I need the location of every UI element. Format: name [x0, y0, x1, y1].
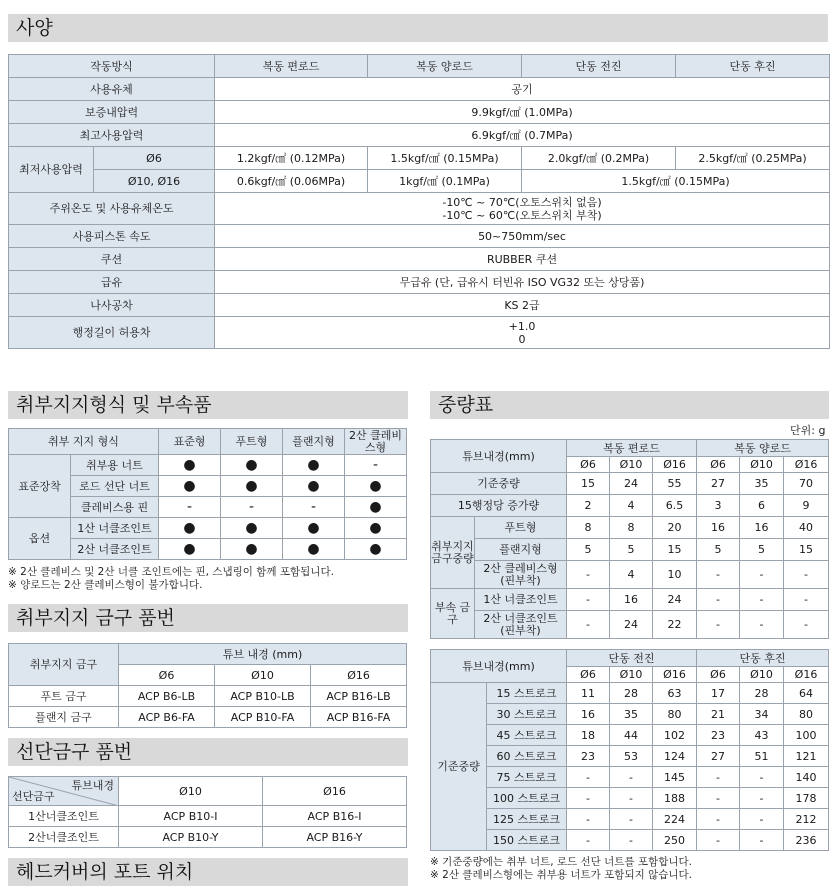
- weight2-header-label: 튜브내경(mm): [431, 650, 567, 683]
- weight2-value: 124: [653, 746, 697, 767]
- bracket-part-number: ACP B16-FA: [311, 707, 407, 728]
- spec-proof-label: 보증내압력: [9, 101, 215, 124]
- weight1-value: 16: [610, 589, 653, 611]
- weight2-value: 236: [784, 830, 829, 851]
- weight2-value: -: [740, 767, 784, 788]
- weight-table-double: [430, 439, 829, 639]
- weight2-size: Ø6: [567, 667, 610, 683]
- bracket-header-label: 취부지지 금구: [9, 644, 119, 686]
- bracket-row-name: 플랜지 금구: [9, 707, 119, 728]
- weight1-value: 5: [567, 539, 610, 561]
- weight1-row-name: 푸트형: [475, 517, 567, 539]
- weight1-value: 24: [610, 611, 653, 639]
- weight2-group: 단동 전진: [567, 650, 697, 667]
- weight1-value: -: [697, 611, 740, 639]
- spec-fluid-label: 사용유체: [9, 78, 215, 101]
- spec-thread-value: KS 2급: [215, 294, 830, 317]
- weight2-row-name: 100 스트로크: [487, 788, 567, 809]
- weight2-row-name: 60 스트로크: [487, 746, 567, 767]
- weight-table-single: [430, 649, 829, 851]
- weight1-value: 70: [784, 473, 829, 495]
- bracket-part-number: ACP B6-FA: [119, 707, 215, 728]
- weight1-row-name: 1산 너클조인트: [475, 589, 567, 611]
- weight1-value: 9: [784, 495, 829, 517]
- mount-item-name: 로드 선단 너트: [71, 476, 159, 497]
- spec-thread-label: 나사공차: [9, 294, 215, 317]
- weight1-value: 15: [784, 539, 829, 561]
- weight2-value: 64: [784, 683, 829, 704]
- weight2-value: 63: [653, 683, 697, 704]
- weight-section-title: 중량표: [430, 391, 829, 419]
- weight2-size: Ø10: [610, 667, 653, 683]
- mount-header-standard: 표준형: [159, 429, 221, 455]
- tip-row-name: 1산너클조인트: [9, 806, 119, 827]
- spec-stroke-label: 행정길이 허용차: [9, 317, 215, 349]
- weight2-value: 43: [740, 725, 784, 746]
- weight1-value: 8: [567, 517, 610, 539]
- weight2-row-name: 75 스트로크: [487, 767, 567, 788]
- bracket-part-number: ACP B16-LB: [311, 686, 407, 707]
- bracket-section-title: 취부지지 금구 품번: [8, 604, 408, 632]
- weight1-value: 35: [740, 473, 784, 495]
- weight2-group: 단동 후진: [697, 650, 829, 667]
- weight1-value: 15: [653, 539, 697, 561]
- spec-fluid-value: 공기: [215, 78, 830, 101]
- spec-section-title: 사양: [8, 14, 828, 42]
- weight2-value: 23: [697, 725, 740, 746]
- weight2-value: -: [697, 767, 740, 788]
- weight2-value: 80: [784, 704, 829, 725]
- weight2-row-name: 150 스트로크: [487, 830, 567, 851]
- spec-min-value: 2.5kgf/㎠ (0.25MPa): [676, 147, 830, 170]
- mount-mark: -: [159, 497, 221, 518]
- spec-min-sub-10-16: Ø10, Ø16: [94, 170, 215, 193]
- spec-speed-value: 50~750mm/sec: [215, 225, 830, 248]
- spec-header-double-double: 복동 양로드: [368, 55, 522, 78]
- weight2-value: -: [567, 788, 610, 809]
- weight1-value: 15: [567, 473, 610, 495]
- weight2-value: -: [610, 788, 653, 809]
- weight1-acc-group: 부속 금구: [431, 589, 475, 639]
- weight1-value: 20: [653, 517, 697, 539]
- weight2-size: Ø16: [784, 667, 829, 683]
- spec-min-value: 1kgf/㎠ (0.1MPa): [368, 170, 522, 193]
- weight1-value: -: [784, 589, 829, 611]
- weight2-value: 178: [784, 788, 829, 809]
- weight2-group-label: 기준중량: [431, 683, 487, 851]
- weight2-value: 35: [610, 704, 653, 725]
- weight1-size: Ø10: [610, 457, 653, 473]
- spec-speed-label: 사용피스톤 속도: [9, 225, 215, 248]
- mount-mark: ●: [159, 518, 221, 539]
- weight1-size: Ø6: [567, 457, 610, 473]
- weight1-value: 4: [610, 495, 653, 517]
- weight1-value: -: [567, 561, 610, 589]
- weight2-value: 34: [740, 704, 784, 725]
- spec-header-single-backward: 단동 후진: [676, 55, 830, 78]
- weight2-value: 212: [784, 809, 829, 830]
- weight1-value: -: [740, 611, 784, 639]
- mount-header-flange: 플랜지형: [283, 429, 345, 455]
- weight1-value: 16: [697, 517, 740, 539]
- spec-table: [8, 54, 830, 349]
- weight1-value: -: [697, 561, 740, 589]
- weight2-value: -: [610, 767, 653, 788]
- weight2-value: 27: [697, 746, 740, 767]
- weight2-value: -: [697, 788, 740, 809]
- mount-mark: ●: [283, 455, 345, 476]
- bracket-header-group: 튜브 내경 (mm): [119, 644, 407, 665]
- tip-size: Ø10: [119, 777, 263, 806]
- spec-min-value: 1.5kgf/㎠ (0.15MPa): [368, 147, 522, 170]
- tip-header-bottom: 선단금구: [12, 790, 55, 803]
- spec-min-value: 2.0kgf/㎠ (0.2MPa): [522, 147, 676, 170]
- spec-min-label: 최저사용압력: [9, 147, 94, 193]
- weight1-base-label: 기준중량: [431, 473, 567, 495]
- weight1-value: -: [740, 589, 784, 611]
- weight2-value: -: [740, 830, 784, 851]
- weight2-value: 100: [784, 725, 829, 746]
- weight2-size: Ø16: [653, 667, 697, 683]
- weight1-mount-group: 취부지지 금구중량: [431, 517, 475, 589]
- weight2-value: 28: [740, 683, 784, 704]
- weight1-value: 6: [740, 495, 784, 517]
- tip-part-number: ACP B10-I: [119, 806, 263, 827]
- weight2-row-name: 125 스트로크: [487, 809, 567, 830]
- weight1-value: -: [784, 611, 829, 639]
- weight1-row-name: 플랜지형: [475, 539, 567, 561]
- spec-stroke-value: [215, 317, 830, 349]
- weight2-value: 80: [653, 704, 697, 725]
- spec-min-value: 0.6kgf/㎠ (0.06MPa): [215, 170, 368, 193]
- weight2-value: 102: [653, 725, 697, 746]
- weight1-value: 6.5: [653, 495, 697, 517]
- mount-mark: -: [283, 497, 345, 518]
- weight2-value: 17: [697, 683, 740, 704]
- weight2-value: 145: [653, 767, 697, 788]
- weight1-value: 4: [610, 561, 653, 589]
- weight2-value: 121: [784, 746, 829, 767]
- spec-lube-value: 무급유 (단, 급유시 터빈유 ISO VG32 또는 상당품): [215, 271, 830, 294]
- weight1-value: 5: [610, 539, 653, 561]
- mount-mark: ●: [159, 455, 221, 476]
- weight2-value: -: [610, 809, 653, 830]
- weight1-value: 24: [610, 473, 653, 495]
- bracket-size: Ø16: [311, 665, 407, 686]
- weight1-row-name: 2산 클레비스형 (핀부착): [475, 561, 567, 589]
- weight2-value: 28: [610, 683, 653, 704]
- mount-mark: ●: [221, 518, 283, 539]
- spec-stroke-line: 0: [518, 332, 526, 346]
- tip-row-name: 2산너클조인트: [9, 827, 119, 848]
- tip-section-title: 선단금구 품번: [8, 738, 408, 766]
- weight2-row-name: 45 스트로크: [487, 725, 567, 746]
- weight2-value: 16: [567, 704, 610, 725]
- mount-section-title: 취부지지형식 및 부속품: [8, 391, 408, 419]
- mount-mark: -: [221, 497, 283, 518]
- bracket-part-number: ACP B6-LB: [119, 686, 215, 707]
- mount-group-option: 옵션: [9, 518, 71, 560]
- mount-mark: ●: [283, 476, 345, 497]
- weight2-value: -: [697, 830, 740, 851]
- weight1-size: Ø10: [740, 457, 784, 473]
- weight2-value: -: [697, 809, 740, 830]
- weight2-value: 21: [697, 704, 740, 725]
- port-section-title: 헤드커버의 포트 위치: [8, 858, 408, 886]
- weight1-per15-label: 15행정당 증가량: [431, 495, 567, 517]
- weight1-row-name: 2산 너클조인트 (핀부착): [475, 611, 567, 639]
- bracket-part-number: ACP B10-LB: [215, 686, 311, 707]
- weight1-size: Ø16: [653, 457, 697, 473]
- tip-part-number: ACP B16-Y: [263, 827, 407, 848]
- mount-mark: ●: [221, 539, 283, 560]
- mount-item-name: 취부용 너트: [71, 455, 159, 476]
- weight2-value: 51: [740, 746, 784, 767]
- spec-cushion-value: RUBBER 쿠션: [215, 248, 830, 271]
- mount-note: ※ 양로드는 2산 클레비스형이 불가합니다.: [8, 579, 203, 591]
- weight2-row-name: 15 스트로크: [487, 683, 567, 704]
- spec-max-value: 6.9kgf/㎠ (0.7MPa): [215, 124, 830, 147]
- spec-min-sub-6: Ø6: [94, 147, 215, 170]
- mount-mark: ●: [345, 539, 407, 560]
- mount-mark: ●: [283, 518, 345, 539]
- weight1-value: 10: [653, 561, 697, 589]
- mount-item-name: 1산 너클조인트: [71, 518, 159, 539]
- spec-min-value: 1.5kgf/㎠ (0.15MPa): [522, 170, 830, 193]
- weight1-value: -: [567, 611, 610, 639]
- tip-part-number: ACP B16-I: [263, 806, 407, 827]
- bracket-row-name: 푸트 금구: [9, 686, 119, 707]
- weight2-value: -: [740, 788, 784, 809]
- tip-size: Ø16: [263, 777, 407, 806]
- weight1-value: 5: [697, 539, 740, 561]
- spec-proof-value: 9.9kgf/㎠ (1.0MPa): [215, 101, 830, 124]
- weight2-value: -: [567, 809, 610, 830]
- mount-item-name: 2산 너클조인트: [71, 539, 159, 560]
- weight1-size: Ø6: [697, 457, 740, 473]
- weight1-value: 2: [567, 495, 610, 517]
- weight2-value: 250: [653, 830, 697, 851]
- weight1-value: 55: [653, 473, 697, 495]
- weight1-value: 5: [740, 539, 784, 561]
- mount-mark: ●: [159, 539, 221, 560]
- mount-table: [8, 428, 407, 560]
- mount-mark: ●: [345, 476, 407, 497]
- weight2-value: 224: [653, 809, 697, 830]
- weight2-size: Ø10: [740, 667, 784, 683]
- weight2-value: 23: [567, 746, 610, 767]
- weight2-value: -: [567, 830, 610, 851]
- weight1-value: -: [784, 561, 829, 589]
- bracket-size: Ø10: [215, 665, 311, 686]
- weight1-value: 3: [697, 495, 740, 517]
- weight1-group: 복동 양로드: [697, 440, 829, 457]
- mount-mark: ●: [345, 497, 407, 518]
- weight2-value: 11: [567, 683, 610, 704]
- bracket-size: Ø6: [119, 665, 215, 686]
- weight1-value: 24: [653, 589, 697, 611]
- weight2-value: -: [610, 830, 653, 851]
- spec-temp-value: [215, 193, 830, 225]
- mount-mark: ●: [283, 539, 345, 560]
- mount-header-type: 취부 지지 형식: [9, 429, 159, 455]
- tip-header-corner: [9, 777, 119, 806]
- weight2-value: 140: [784, 767, 829, 788]
- weight1-header-label: 튜브내경(mm): [431, 440, 567, 473]
- weight2-row-name: 30 스트로크: [487, 704, 567, 725]
- spec-cushion-label: 쿠션: [9, 248, 215, 271]
- bracket-part-number: ACP B10-FA: [215, 707, 311, 728]
- spec-max-label: 최고사용압력: [9, 124, 215, 147]
- weight1-group: 복동 편로드: [567, 440, 697, 457]
- tip-table: [8, 776, 407, 848]
- weight1-value: -: [697, 589, 740, 611]
- weight1-value: -: [740, 561, 784, 589]
- weight2-value: 188: [653, 788, 697, 809]
- mount-header-foot: 푸트형: [221, 429, 283, 455]
- weight1-value: 22: [653, 611, 697, 639]
- weight2-value: 18: [567, 725, 610, 746]
- weight1-value: 40: [784, 517, 829, 539]
- mount-mark: ●: [221, 455, 283, 476]
- weight2-value: -: [567, 767, 610, 788]
- weight1-value: -: [567, 589, 610, 611]
- bracket-table: [8, 643, 407, 728]
- spec-min-value: 1.2kgf/㎠ (0.12MPa): [215, 147, 368, 170]
- weight-unit: 단위: g: [790, 424, 826, 437]
- weight-note: ※ 기준중량에는 취부 너트, 로드 선단 너트를 포함합니다.: [430, 856, 692, 868]
- mount-header-clevis: 2산 클레비스형: [345, 429, 407, 455]
- weight2-size: Ø6: [697, 667, 740, 683]
- weight2-value: 44: [610, 725, 653, 746]
- mount-mark: ●: [221, 476, 283, 497]
- weight2-value: 53: [610, 746, 653, 767]
- spec-temp-label: 주위온도 및 사용유체온도: [9, 193, 215, 225]
- spec-header-double-single: 복동 편로드: [215, 55, 368, 78]
- spec-header-method: 작동방식: [9, 55, 215, 78]
- mount-group-standard: 표준장착: [9, 455, 71, 518]
- weight2-value: -: [740, 809, 784, 830]
- weight-note: ※ 2산 클레비스형에는 취부용 너트가 포함되지 않습니다.: [430, 869, 692, 881]
- weight1-value: 8: [610, 517, 653, 539]
- spec-header-single-forward: 단동 전진: [522, 55, 676, 78]
- mount-item-name: 클레비스용 핀: [71, 497, 159, 518]
- mount-mark: ●: [159, 476, 221, 497]
- mount-mark: ●: [345, 518, 407, 539]
- tip-part-number: ACP B10-Y: [119, 827, 263, 848]
- tip-header-top: 튜브내경: [71, 779, 114, 792]
- spec-temp-line: -10℃ ~ 60℃(오토스위치 부착): [442, 208, 602, 222]
- weight1-size: Ø16: [784, 457, 829, 473]
- mount-note: ※ 2산 클레비스 및 2산 너클 조인트에는 핀, 스냅링이 함께 포함됩니다.: [8, 566, 334, 578]
- mount-mark: -: [345, 455, 407, 476]
- spec-temp-line: -10℃ ~ 70℃(오토스위치 없음): [442, 195, 602, 209]
- weight1-value: 27: [697, 473, 740, 495]
- spec-stroke-line: +1.0: [508, 319, 536, 333]
- weight1-value: 16: [740, 517, 784, 539]
- spec-lube-label: 급유: [9, 271, 215, 294]
